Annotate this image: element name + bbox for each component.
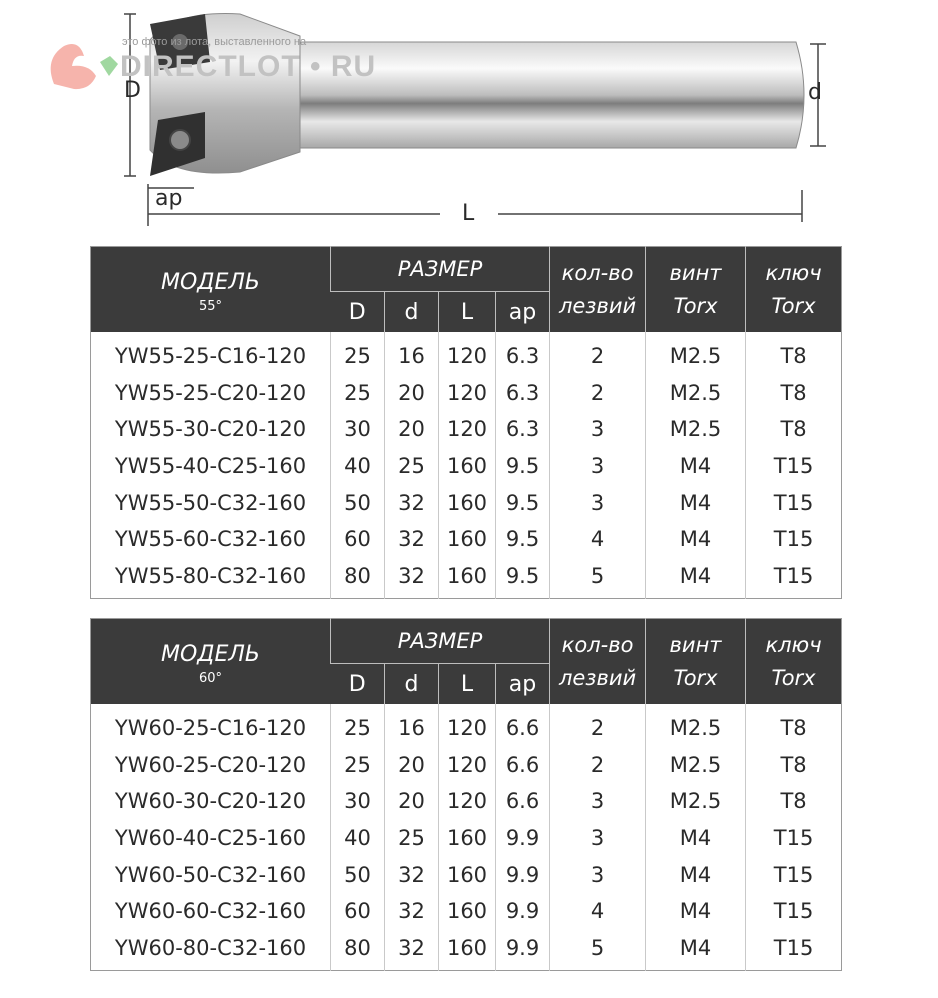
spec-table-55 [90,246,842,599]
cell-ap: 6.6 [496,747,550,784]
cell-ap: 9.5 [496,448,550,485]
dim-label-L: L [462,201,475,226]
cell-d: 16 [385,332,439,375]
cell-D: 25 [331,375,385,412]
size-header: РАЗМЕР [331,619,550,664]
cell-blades: 3 [550,484,646,521]
cell-ap: 6.3 [496,332,550,375]
cell-D: 50 [331,856,385,893]
cell-L: 120 [439,411,496,448]
table-row [91,558,842,599]
cell-screw: M2.5 [646,375,746,412]
model-header: МОДЕЛЬ 60° [91,619,331,705]
table-row [91,448,842,485]
cell-screw: M4 [646,484,746,521]
cell-blades: 3 [550,411,646,448]
cell-model: YW55-25-C20-120 [114,380,307,405]
cell-screw: M4 [646,448,746,485]
cell-L: 160 [439,820,496,857]
table-row [91,893,842,930]
cell-D: 60 [331,521,385,558]
cell-model: YW55-50-C32-160 [114,490,307,515]
sub-header-d: d [385,292,439,333]
spec-table-60 [90,618,842,971]
cell-d: 32 [385,484,439,521]
sub-header-ap: ap [496,664,550,705]
cell-model: YW60-80-C32-160 [114,935,307,960]
cell-ap: 6.6 [496,704,550,747]
cell-blades: 4 [550,521,646,558]
cell-blades: 2 [550,747,646,784]
cell-D: 30 [331,411,385,448]
cell-blades: 4 [550,893,646,930]
cell-model: YW55-40-C25-160 [114,454,307,479]
dim-label-D: D [124,78,141,103]
cell-model: YW60-40-C25-160 [114,826,307,851]
cell-blades: 2 [550,332,646,375]
cell-L: 120 [439,332,496,375]
cell-ap: 6.3 [496,375,550,412]
cell-L: 160 [439,930,496,971]
table-row [91,332,842,375]
cell-blades: 3 [550,856,646,893]
cell-D: 50 [331,484,385,521]
cell-d: 32 [385,521,439,558]
cell-ap: 9.5 [496,484,550,521]
table-row [91,521,842,558]
sub-header-d: d [385,664,439,705]
cell-screw: M4 [646,930,746,971]
cell-d: 32 [385,930,439,971]
model-header: МОДЕЛЬ 55° [91,247,331,333]
squirrel-logo-icon [44,34,124,94]
cell-D: 25 [331,332,385,375]
torx-screw-icon [170,130,190,150]
watermark-brand: DIRECTLOT • RU [120,50,377,83]
cell-ap: 9.9 [496,820,550,857]
cell-blades: 3 [550,820,646,857]
sub-header-D: D [331,664,385,705]
cell-ap: 9.9 [496,856,550,893]
cell-ap: 6.3 [496,411,550,448]
table-row [91,704,842,747]
cell-screw: M4 [646,820,746,857]
cell-key: T15 [746,558,842,599]
dim-label-ap: ap [155,186,183,211]
cell-screw: M4 [646,856,746,893]
table-row [91,411,842,448]
cell-L: 120 [439,375,496,412]
table-row [91,783,842,820]
cell-screw: M4 [646,558,746,599]
cell-L: 120 [439,747,496,784]
cell-key: T15 [746,820,842,857]
cell-L: 120 [439,704,496,747]
cell-model: YW60-25-C16-120 [114,716,307,741]
cell-model: YW55-30-C20-120 [114,417,307,442]
cell-L: 160 [439,856,496,893]
cell-d: 20 [385,375,439,412]
cell-key: T15 [746,484,842,521]
cell-screw: M4 [646,521,746,558]
dim-label-d: d [808,80,822,105]
cell-key: T15 [746,856,842,893]
cell-L: 160 [439,893,496,930]
cell-key: T8 [746,704,842,747]
cell-d: 20 [385,747,439,784]
cell-model: YW60-30-C20-120 [114,789,307,814]
model-angle: 55° [198,298,223,314]
cell-d: 32 [385,893,439,930]
table-row [91,820,842,857]
cell-d: 25 [385,448,439,485]
cell-d: 32 [385,856,439,893]
size-header: РАЗМЕР [331,247,550,292]
cell-key: T15 [746,930,842,971]
screw-header: винт Torx [646,619,746,705]
blades-header: кол-во лезвий [550,247,646,333]
cell-D: 25 [331,704,385,747]
cell-D: 30 [331,783,385,820]
cell-D: 80 [331,558,385,599]
cell-model: YW60-50-C32-160 [114,862,307,887]
cell-d: 20 [385,783,439,820]
cell-L: 120 [439,783,496,820]
cell-key: T8 [746,332,842,375]
sub-header-ap: ap [496,292,550,333]
cell-ap: 9.9 [496,930,550,971]
cell-screw: M2.5 [646,704,746,747]
cell-ap: 9.9 [496,893,550,930]
watermark-caption: это фото из лота, выставленного на [122,36,307,48]
sub-header-L: L [439,664,496,705]
cell-D: 25 [331,747,385,784]
cell-L: 160 [439,558,496,599]
cell-blades: 5 [550,930,646,971]
cell-screw: M2.5 [646,332,746,375]
cell-D: 80 [331,930,385,971]
cell-model: YW55-25-C16-120 [114,344,307,369]
cell-blades: 2 [550,375,646,412]
cell-blades: 3 [550,448,646,485]
cell-blades: 5 [550,558,646,599]
table-row [91,484,842,521]
key-header: ключ Torx [746,619,842,705]
table-row [91,856,842,893]
cell-screw: M2.5 [646,783,746,820]
cell-model: YW55-60-C32-160 [114,527,307,552]
cell-screw: M2.5 [646,747,746,784]
cell-L: 160 [439,521,496,558]
cell-key: T15 [746,521,842,558]
key-header: ключ Torx [746,247,842,333]
cell-d: 25 [385,820,439,857]
sub-header-L: L [439,292,496,333]
cell-ap: 9.5 [496,558,550,599]
screw-header: винт Torx [646,247,746,333]
cell-key: T8 [746,411,842,448]
cell-blades: 3 [550,783,646,820]
cell-ap: 6.6 [496,783,550,820]
cell-screw: M2.5 [646,411,746,448]
cell-D: 60 [331,893,385,930]
cell-model: YW60-60-C32-160 [114,899,307,924]
cell-d: 32 [385,558,439,599]
blades-header: кол-во лезвий [550,619,646,705]
cell-D: 40 [331,448,385,485]
table-row [91,930,842,971]
cell-key: T8 [746,747,842,784]
cell-L: 160 [439,448,496,485]
cell-model: YW55-80-C32-160 [114,563,307,588]
cell-key: T8 [746,783,842,820]
table-row [91,375,842,412]
cell-blades: 2 [550,704,646,747]
table-row [91,747,842,784]
cell-L: 160 [439,484,496,521]
model-angle: 60° [198,670,223,686]
cell-d: 16 [385,704,439,747]
cell-ap: 9.5 [496,521,550,558]
cell-key: T8 [746,375,842,412]
cell-key: T15 [746,893,842,930]
sub-header-D: D [331,292,385,333]
cell-d: 20 [385,411,439,448]
cell-D: 40 [331,820,385,857]
cell-key: T15 [746,448,842,485]
cell-screw: M4 [646,893,746,930]
cell-model: YW60-25-C20-120 [114,752,307,777]
